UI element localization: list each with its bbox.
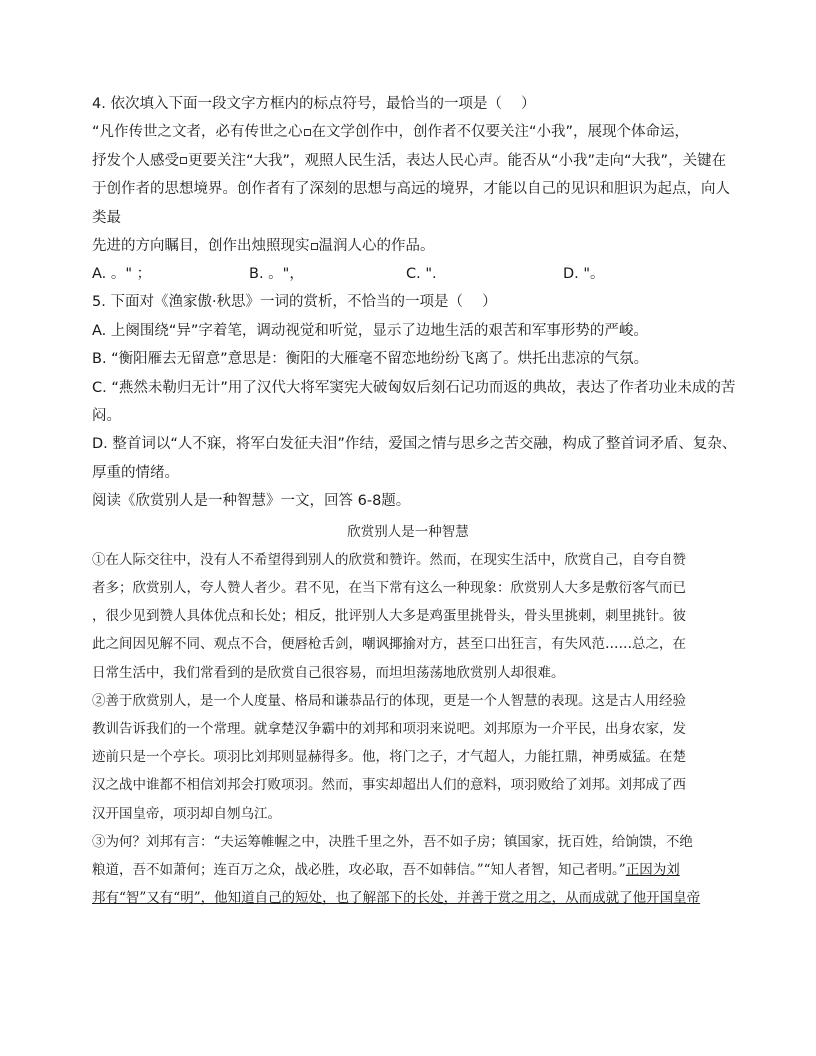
paragraph-line: 迹前只是一个亭长。项羽比刘邦则显赫得多。他，将门之子，才气超人，力能扛鼎，神勇威猛。在楚 bbox=[92, 749, 686, 766]
paragraph-line: 汉之战中谁都不相信刘邦会打败项羽。然而，事实却超出人们的意料，项羽败给了刘邦。刘邦成了西 bbox=[92, 777, 686, 794]
passage-text: 温润人心的作品。 bbox=[318, 238, 435, 255]
option-b[interactable]: B. “衡阳雁去无留意”意思是：衡阳的大雁毫不留恋地纷纷飞离了。烘托出悲凉的气氛。 bbox=[92, 351, 649, 368]
passage-text: “凡作传世之文者，必有传世之心 bbox=[92, 124, 303, 141]
passage-text: 在文学创作中，创作者不仅要关注“小我”，展现个体命运， bbox=[311, 124, 690, 141]
paragraph-1 bbox=[92, 546, 724, 687]
paragraph-line: 日常生活中，我们常看到的是欣赏自己很容易，而坦坦荡荡地欣赏别人却很难。 bbox=[92, 664, 565, 681]
option-d[interactable]: D. 整首词以“人不寐，将军白发征夫泪”作结，爱国之情与思乡之苦交融，构成了整首词矛盾、复杂、 bbox=[92, 436, 737, 453]
option-b[interactable]: B. 。"， bbox=[249, 266, 304, 283]
paragraph-3 bbox=[92, 828, 724, 913]
option-c-continued: 闷。 bbox=[92, 408, 121, 425]
option-a[interactable]: A. 上阕围绕“异”字着笔，调动视觉和听觉，显示了边地生活的艰苦和军事形势的严峻。 bbox=[92, 322, 648, 339]
paragraph-line: 此之间因见解不同、观点不合，便唇枪舌剑，嘲讽揶揄对方，甚至口出狂言，有失风范……总之，在 bbox=[92, 636, 686, 653]
passage-line: 于创作者的思想境界。创作者有了深刻的思想与高远的境界，才能以自己的见识和胆识为起点，向人 bbox=[92, 181, 730, 198]
paragraph-line: 汉开国皇帝，项羽却自刎乌江。 bbox=[92, 805, 281, 822]
passage-line bbox=[92, 232, 724, 260]
paragraph-line: 教训告诉我们的一个常理。就拿楚汉争霸中的刘邦和项羽来说吧。刘邦原为一介平民，出身农家，发 bbox=[92, 720, 686, 737]
underlined-text: 正因为刘 bbox=[625, 861, 680, 878]
question-4-stem: 4. 依次填入下面一段文字方框内的标点符号，最恰当的一项是（ ） bbox=[92, 96, 536, 112]
paragraph-2 bbox=[92, 687, 724, 828]
paragraph-line: ③为何？刘邦有言：“夫运筹帷幄之中，决胜千里之外，吾不如子房；镇国家，抚百姓，给饷馈，不绝 bbox=[92, 833, 693, 850]
reading-intro: 阅读《欣赏别人是一种智慧》一文，回答 6-8题。 bbox=[92, 493, 411, 510]
option-c[interactable]: C. ". bbox=[406, 266, 437, 283]
question-5-stem: 5. 下面对《渔家傲·秋思》一词的赏析，不恰当的一项是（ ） bbox=[92, 294, 497, 311]
blank-box-icon bbox=[180, 157, 187, 164]
passage-line bbox=[92, 118, 724, 146]
paragraph-line bbox=[92, 856, 724, 884]
underlined-text: 邦有“智”又有“明”，他知道自己的短处，也了解部下的长处，并善于赏之用之，从而成就了他开国皇帝 bbox=[92, 890, 701, 907]
blank-box-icon bbox=[311, 243, 318, 250]
passage-line: 类最 bbox=[92, 209, 121, 226]
option-a[interactable]: A. 。" ； bbox=[92, 266, 152, 283]
passage-line bbox=[92, 147, 727, 175]
passage-text: 更要关注“大我”，观照人民生活，表达人民心声。能否从“小我”走向“大我”，关键在 bbox=[188, 152, 727, 169]
paragraph-line: ②善于欣赏别人，是一个人度量、格局和谦恭品行的体现，更是一个人智慧的表现。这是古人用经验 bbox=[92, 692, 686, 709]
blank-box-icon bbox=[304, 129, 311, 136]
option-d-continued: 厚重的情绪。 bbox=[92, 464, 179, 481]
option-d[interactable]: D. "。 bbox=[563, 266, 605, 283]
paragraph-text: 粮道，吾不如萧何；连百万之众，战必胜，攻必取，吾不如韩信。”“知人者智，知己者明。” bbox=[92, 861, 626, 878]
document-page bbox=[92, 90, 737, 912]
paragraph-line: ，很少见到赞人具体优点和长处；相反，批评别人大多是鸡蛋里挑骨头，骨头里挑刺，刺里挑针。彼 bbox=[92, 608, 686, 625]
article-title: 欣赏别人是一种智慧 bbox=[347, 523, 469, 540]
passage-text: 先进的方向瞩目，创作出烛照现实 bbox=[92, 238, 310, 255]
option-c[interactable]: C. “燕然未勒归无计”用了汉代大将军窦宪大破匈奴后刻石记功而返的典故，表达了作者功业未成的苦 bbox=[92, 379, 736, 396]
question-4-options bbox=[92, 260, 724, 288]
paragraph-line: ①在人际交往中，没有人不希望得到别人的欣赏和赞许。然而，在现实生活中，欣赏自己，自夸自赞 bbox=[92, 551, 686, 568]
paragraph-line: 者多；欣赏别人，夸人赞人者少。君不见，在当下常有这么一种现象：欣赏别人大多是敷衍客气而已 bbox=[92, 579, 686, 596]
passage-text: 抒发个人感受 bbox=[92, 152, 179, 169]
